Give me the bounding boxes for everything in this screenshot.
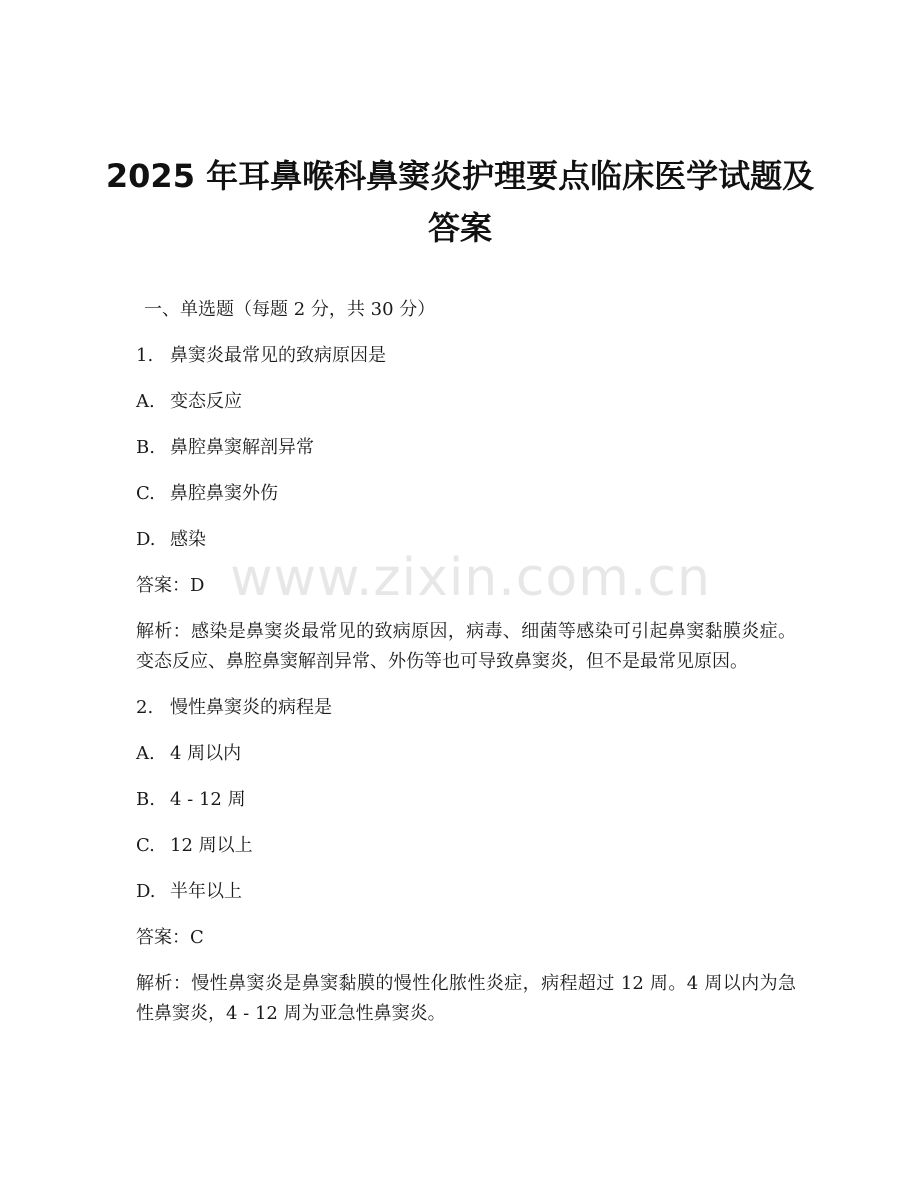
answer: 答案：D (136, 575, 205, 596)
option-text: 4 - 12 周 (170, 789, 246, 810)
option-text: 鼻腔鼻窦外伤 (170, 483, 278, 504)
option-letter: D. (136, 881, 156, 902)
option-text: 变态反应 (170, 391, 242, 412)
option-c (136, 831, 796, 861)
question-stem (136, 693, 796, 723)
watermark: www.zixin.com.cn (230, 548, 711, 608)
option-letter: D. (136, 529, 156, 550)
question-stem (136, 341, 796, 371)
option-d (136, 525, 796, 555)
question-text: 慢性鼻窦炎的病程是 (170, 697, 332, 718)
explanation: 解析：感染是鼻窦炎最常见的致病原因，病毒、细菌等感染可引起鼻窦黏膜炎症。变态反应、鼻腔鼻窦解剖异常、外伤等也可导致鼻窦炎，但不是最常见原因。 (136, 621, 796, 672)
option-d (136, 877, 796, 907)
explanation: 解析：慢性鼻窦炎是鼻窦黏膜的慢性化脓性炎症，病程超过 12 周。4 周以内为急性鼻窦炎，4 - 12 周为亚急性鼻窦炎。 (136, 973, 796, 1024)
question-number: 2. (136, 697, 154, 718)
section-heading: 一、单选题（每题 2 分，共 30 分） (144, 299, 436, 320)
option-b (136, 433, 796, 463)
option-letter: C. (136, 835, 155, 856)
option-letter: B. (136, 789, 155, 810)
option-a (136, 739, 796, 769)
option-c (136, 479, 796, 509)
option-text: 半年以上 (170, 881, 242, 902)
option-text: 4 周以内 (170, 743, 242, 764)
option-text: 鼻腔鼻窦解剖异常 (170, 437, 314, 458)
option-text: 12 周以上 (170, 835, 253, 856)
page-title: 2025 年耳鼻喉科鼻窦炎护理要点临床医学试题及答案 (105, 157, 815, 247)
option-text: 感染 (170, 529, 206, 550)
option-letter: A. (136, 743, 155, 764)
option-b (136, 785, 796, 815)
question-number: 1. (136, 345, 154, 366)
option-letter: B. (136, 437, 155, 458)
document-body (136, 295, 796, 1045)
question-2 (136, 693, 796, 1029)
question-1 (136, 341, 796, 677)
answer: 答案：C (136, 927, 204, 948)
option-letter: A. (136, 391, 155, 412)
option-a (136, 387, 796, 417)
option-letter: C. (136, 483, 155, 504)
question-text: 鼻窦炎最常见的致病原因是 (170, 345, 386, 366)
